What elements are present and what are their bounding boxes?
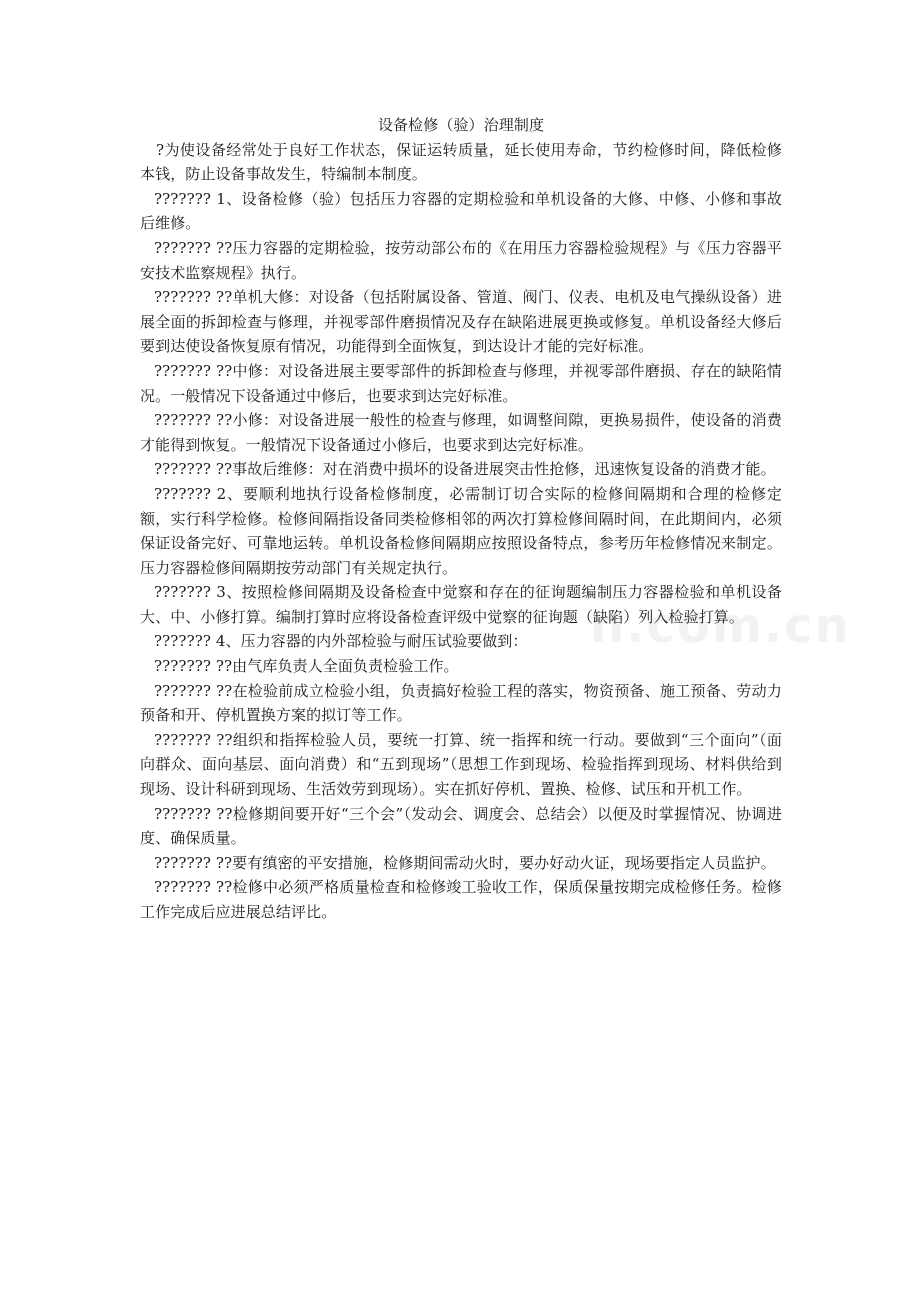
paragraph-pressure-vessel-inspection: ??????? ??压力容器的定期检验，按劳动部公布的《在用压力容器检验规程》与《压力容器平安技术监察规程》执行。 [140,238,782,282]
paragraph-accident-repair: ??????? ??事故后维修：对在消费中损坏的设备进展突击性抢修，迅速恢复设备的消费才能。 [154,460,776,479]
paragraph-sub-inspection-team: ??????? ??在检验前成立检验小组，负责搞好检验工程的落实，物资预备、施工预备、劳动力预备和开、停机置换方案的拟订等工作。 [140,681,782,725]
paragraph-sub-safety-measures: ??????? ??要有缜密的平安措施，检修期间需动火时，要办好动火证，现场要指定人员监护。 [154,853,776,872]
paragraph-sub-three-meetings: ??????? ??检修期间要开好“三个会”（发动会、调度会、总结会）以便及时掌握情况、协调进度、确保质量。 [140,804,782,848]
paragraph-sub-quality-check: ??????? ??检修中必须严格质量检查和检修竣工验收工作，保质保量按期完成检修任务。检修工作完成后应进展总结评比。 [140,878,782,921]
watermark: n.com.cn [590,598,851,654]
paragraph-sub-responsibility: ??????? ??由气库负责人全面负责检验工作。 [154,657,459,676]
paragraph-medium-repair: ??????? ??中修：对设备进展主要零部件的拆卸检查与修理，并视零部件磨损、存在的缺陷情况。一般情况下设备通过中修后，也要求到达完好标准。 [140,361,782,405]
paragraph-major-repair: ??????? ??单机大修：对设备（包括附属设备、管道、阀门、仪表、电机及电气操纵设备）进展全面的拆卸检查与修理，并视零部件磨损情况及存在缺陷进展更换或修复。单机设备经大修后要到达使设备恢复原有情况，功能得到全面恢复，到达设计才能的完好标准。 [140,288,782,356]
paragraph-sub-organize-command: ??????? ??组织和指挥检验人员，要统一打算、统一指挥和统一行动。要做到“三个面向”（面向群众、面向基层、面向消费）和“五到现场”（思想工作到现场、检验指挥到现场、材料供给到现场、设计科研到现场、生活效劳到现场）。实在抓好停机、置换、检修、试压和开机工作。 [140,730,782,799]
paragraph-item-4: ??????? 4、压力容器的内外部检验与耐压试验要做到： [154,632,528,651]
paragraph-intro: ?为使设备经常处于良好工作状态，保证运转质量，延长使用寿命，节约检修时间，降低检修本钱，防止设备事故发生，特编制本制度。 [140,140,782,184]
paragraph-item-3: ??????? 3、按照检修间隔期及设备检查中觉察和存在的征询题编制压力容器检验和单机设备大、中、小修打算。编制打算时应将设备检查评级中觉察的征询题（缺陷）列入检验打算。 [140,583,782,626]
document-title: 设备检修（验）治理制度 [377,116,545,134]
document-body [140,113,782,925]
paragraph-item-2: ??????? 2、要顺利地执行设备检修制度，必需制订切合实际的检修间隔期和合理的检修定额，实行科学检修。检修间隔指设备同类检修相邻的两次打算检修间隔时间，在此期间内，必须保证设备完好、可靠地运转。单机设备检修间隔期应按照设备特点，参考历年检修情况来制定。压力容器检修间隔期按劳动部门有关规定执行。 [140,484,782,577]
paragraph-minor-repair: ??????? ??小修：对设备进展一般性的检查与修理，如调整间隙，更换易损件，使设备的消费才能得到恢复。一般情况下设备通过小修后，也要求到达完好标准。 [140,411,782,454]
paragraph-item-1: ??????? 1、设备检修（验）包括压力容器的定期检验和单机设备的大修、中修、小修和事故后维修。 [140,189,782,233]
